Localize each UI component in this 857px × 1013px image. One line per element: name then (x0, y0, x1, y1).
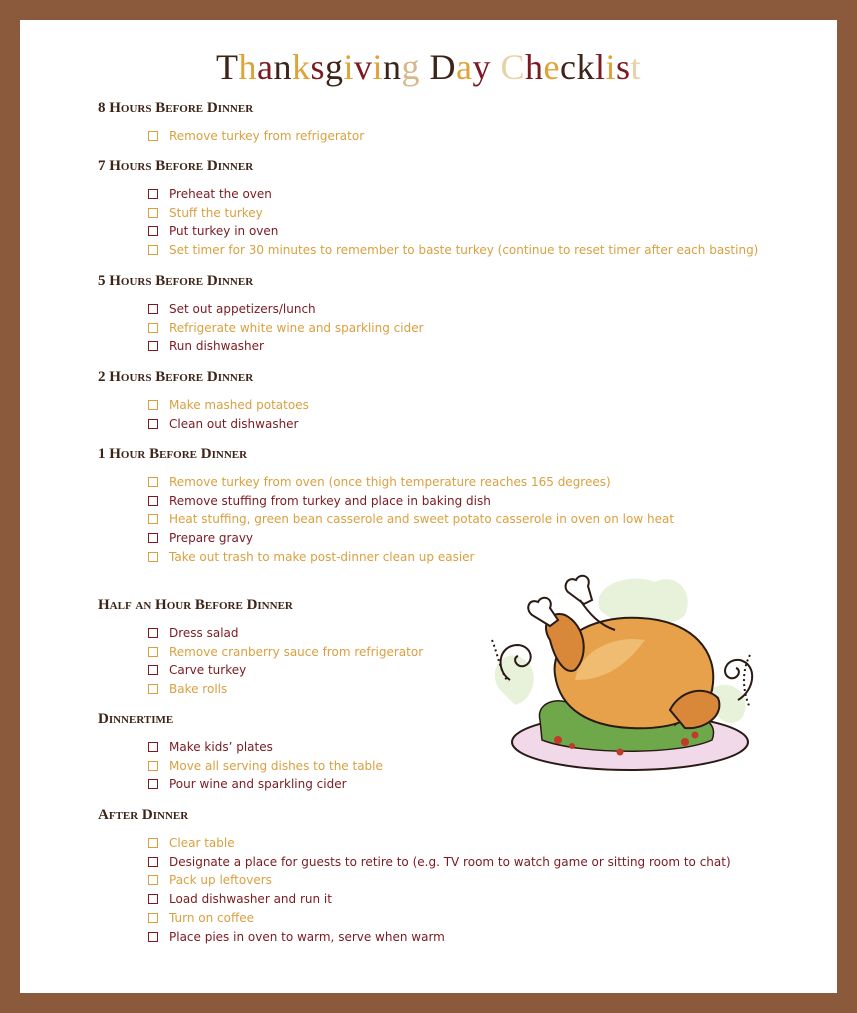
section-heading: Dinnertime (98, 711, 174, 727)
section-heading: After Dinner (98, 807, 189, 823)
checklist-item (148, 222, 278, 240)
checklist-item (148, 757, 383, 775)
checklist-item-label: Designate a place for guests to retire to (e.g. TV room to watch game or sitting room to chat) (169, 854, 731, 869)
checklist-item (148, 871, 272, 889)
title-letter: a (456, 47, 473, 87)
checkbox[interactable] (148, 875, 158, 885)
title-letter: i (605, 47, 616, 87)
section-heading: 1 Hour Before Dinner (98, 446, 248, 462)
checkbox[interactable] (148, 245, 158, 255)
title-letter: h (238, 47, 257, 87)
checkbox[interactable] (148, 341, 158, 351)
title-letter: T (215, 47, 239, 87)
checklist-item-label: Make kids’ plates (169, 740, 273, 754)
checklist-item (148, 853, 731, 871)
checklist-item (148, 738, 273, 756)
section-heading: Half an Hour Before Dinner (98, 597, 293, 613)
title-letter: g (401, 47, 420, 87)
checklist-item (148, 529, 253, 547)
section-heading: 2 Hours Before Dinner (98, 369, 254, 385)
checklist-item-label: Remove turkey from oven (once thigh temperature reaches 165 degrees) (169, 475, 611, 489)
checklist-item (148, 680, 227, 698)
checklist-item-label: Remove stuffing from turkey and place in baking dish (169, 493, 491, 508)
checklist-item (148, 624, 239, 642)
checklist-item (148, 473, 611, 491)
checklist-item (148, 204, 263, 222)
checkbox[interactable] (148, 779, 158, 789)
checklist-item (148, 396, 309, 414)
checkbox[interactable] (148, 419, 158, 429)
section-heading: 8 Hours Before Dinner (98, 100, 254, 116)
checklist-item-label: Set timer for 30 minutes to remember to baste turkey (continue to reset timer after each basting) (169, 243, 759, 258)
checklist-item-label: Heat stuffing, green bean casserole and sweet potato casserole in oven on low heat (169, 512, 675, 527)
title-letter: g (324, 47, 344, 87)
title-letter: l (594, 47, 606, 87)
checkbox[interactable] (148, 647, 158, 657)
checklist-item-label: Preheat the oven (169, 187, 272, 201)
checklist-item-label: Remove cranberry sauce from refrigerator (169, 644, 424, 659)
title-letter: k (576, 47, 595, 87)
checklist-item (148, 928, 445, 946)
checklist-item-label: Refrigerate white wine and sparkling cider (169, 320, 424, 335)
checkbox[interactable] (148, 477, 158, 487)
checkbox[interactable] (148, 131, 158, 141)
checkbox[interactable] (148, 400, 158, 410)
roast-turkey-icon (480, 570, 765, 780)
checkbox[interactable] (148, 323, 158, 333)
title-letter: a (256, 47, 274, 87)
checklist-item-label: Run dishwasher (169, 339, 264, 354)
checkbox[interactable] (148, 208, 158, 218)
checklist-item-label: Make mashed potatoes (169, 398, 309, 412)
checklist-item-label: Put turkey in oven (169, 224, 279, 239)
checklist-item-label: Prepare gravy (169, 531, 254, 546)
checkbox[interactable] (148, 665, 158, 675)
title-letter: s (310, 47, 325, 87)
title-letter: y (472, 47, 491, 87)
title-letter: i (343, 47, 354, 87)
section-heading: 5 Hours Before Dinner (98, 273, 254, 289)
page-title (20, 46, 837, 88)
title-letter: s (616, 47, 631, 87)
title-letter: D (429, 47, 456, 87)
checklist-item (148, 510, 674, 528)
checklist-item-label: Stuff the turkey (169, 205, 263, 220)
checklist-item (148, 890, 332, 908)
checkbox[interactable] (148, 761, 158, 771)
checklist-item-label: Take out trash to make post-dinner clean up easier (169, 549, 475, 564)
checkbox[interactable] (148, 684, 158, 694)
title-letter: t (630, 47, 642, 87)
title-letter: h (525, 47, 544, 87)
checklist-item (148, 834, 235, 852)
checkbox[interactable] (148, 857, 158, 867)
checklist-item (148, 241, 758, 259)
checklist-item-label: Pack up leftovers (169, 873, 272, 888)
checkbox[interactable] (148, 894, 158, 904)
title-letter: i (372, 47, 383, 87)
checkbox[interactable] (148, 304, 158, 314)
title-letter: C (500, 47, 525, 87)
checklist-item (148, 415, 299, 433)
checkbox[interactable] (148, 496, 158, 506)
checklist-item-label: Carve turkey (169, 663, 247, 678)
checklist-item (148, 775, 347, 793)
checkbox[interactable] (148, 932, 158, 942)
checklist-item (148, 127, 364, 145)
checklist-item (148, 643, 423, 661)
checklist-item-label: Place pies in oven to warm, serve when warm (169, 929, 445, 944)
checklist-item (148, 300, 316, 318)
checklist-item-label: Bake rolls (169, 682, 228, 697)
checkbox[interactable] (148, 533, 158, 543)
title-letter: n (273, 47, 292, 87)
checklist-item-label: Clean out dishwasher (169, 416, 299, 431)
title-letter: v (353, 47, 373, 87)
checkbox[interactable] (148, 552, 158, 562)
checkbox[interactable] (148, 742, 158, 752)
checklist-item (148, 909, 254, 927)
section-heading: 7 Hours Before Dinner (98, 158, 254, 174)
checkbox[interactable] (148, 226, 158, 236)
checklist-item (148, 661, 246, 679)
checkbox[interactable] (148, 913, 158, 923)
checklist-item-label: Load dishwasher and run it (169, 892, 332, 907)
checklist-item-label: Move all serving dishes to the table (169, 758, 383, 773)
checklist-item-label: Pour wine and sparkling cider (169, 777, 347, 792)
checkbox[interactable] (148, 628, 158, 638)
checklist-item (148, 548, 474, 566)
checklist-item (148, 185, 272, 203)
title-letter: n (383, 47, 402, 87)
checkbox[interactable] (148, 838, 158, 848)
checklist-item-label: Remove turkey from refrigerator (169, 129, 365, 143)
title-letter: k (291, 47, 311, 87)
checklist-item (148, 319, 424, 337)
title-letter: c (559, 47, 577, 87)
checklist-item (148, 492, 491, 510)
checklist-item-label: Set out appetizers/lunch (169, 302, 316, 316)
checklist-item-label: Turn on coffee (169, 910, 254, 925)
checkbox[interactable] (148, 514, 158, 524)
title-letter: e (543, 47, 560, 87)
checklist-page (20, 20, 837, 993)
checklist-item-label: Dress salad (169, 626, 239, 640)
checklist-item-label: Clear table (169, 836, 235, 850)
checklist-item (148, 337, 264, 355)
checkbox[interactable] (148, 189, 158, 199)
title-letter (420, 47, 430, 87)
